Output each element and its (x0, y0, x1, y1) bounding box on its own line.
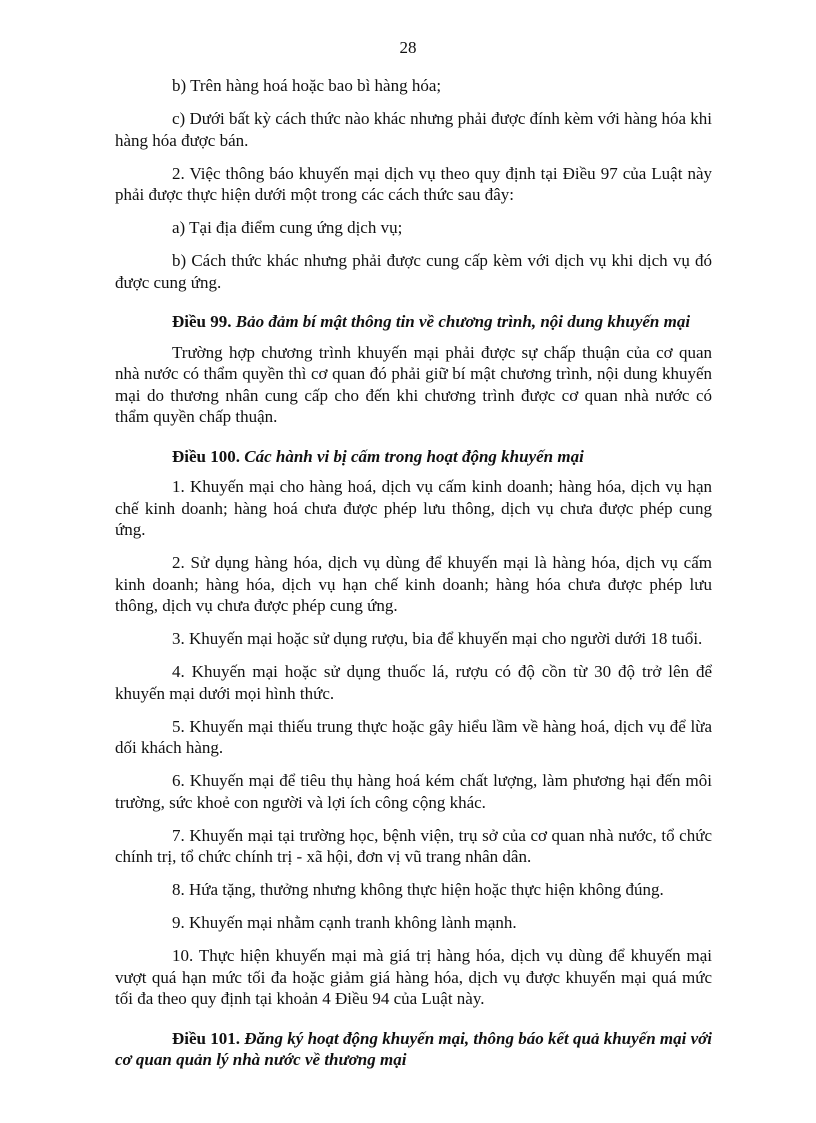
paragraph: 10. Thực hiện khuyến mại mà giá trị hàng hóa, dịch vụ dùng để khuyến mại vượt quá hạn mức tối đa hoặc giảm giá hàng hóa, dịch vụ được khuyến mại quá mức tối đa theo quy định tại khoản 4 Điều 94 của Luật này. (115, 946, 712, 1008)
article-heading-100 (115, 446, 712, 468)
paragraph: b) Cách thức khác nhưng phải được cung cấp kèm với dịch vụ khi dịch vụ đó được cung ứng. (115, 251, 712, 292)
article-title: Bảo đảm bí mật thông tin về chương trình, nội dung khuyến mại (235, 312, 691, 331)
paragraph: 2. Sử dụng hàng hóa, dịch vụ dùng để khuyến mại là hàng hóa, dịch vụ cấm kinh doanh; hàng hóa, dịch vụ hạn chế kinh doanh; hàng hóa chưa được phép lưu thông, dịch vụ chưa được phép cung ứng. (115, 553, 712, 615)
article-heading-99 (115, 311, 712, 333)
paragraph: 9. Khuyến mại nhằm cạnh tranh không lành mạnh. (172, 913, 517, 932)
paragraph: 8. Hứa tặng, thưởng nhưng không thực hiện hoặc thực hiện không đúng. (172, 880, 664, 899)
article-title: Các hành vi bị cấm trong hoạt động khuyến mại (244, 446, 584, 466)
paragraph: b) Trên hàng hoá hoặc bao bì hàng hóa; (172, 76, 442, 95)
article-number: Điều 101. (172, 1028, 241, 1048)
page-number: 28 (399, 38, 417, 57)
article-heading-101 (115, 1028, 712, 1071)
article-title: Đăng ký hoạt động khuyến mại, thông báo kết quả khuyến mại với cơ quan quản lý nhà nước về thương mại (115, 1028, 713, 1069)
paragraph: 6. Khuyến mại để tiêu thụ hàng hoá kém chất lượng, làm phương hại đến môi trường, sức khoẻ con người và lợi ích công cộng khác. (115, 771, 712, 812)
paragraph: Trường hợp chương trình khuyến mại phải được sự chấp thuận của cơ quan nhà nước có thẩm quyền thì cơ quan đó phải giữ bí mật chương trình, nội dung khuyến mại do thương nhân cung cấp cho đến khi chương trình được cơ quan nhà nước có thẩm quyền chấp thuận. (115, 342, 712, 426)
article-number: Điều 100. (172, 446, 240, 466)
paragraph: 2. Việc thông báo khuyến mại dịch vụ theo quy định tại Điều 97 của Luật này phải được thực hiện dưới một trong các cách thức sau đây: (115, 163, 712, 204)
paragraph: 1. Khuyến mại cho hàng hoá, dịch vụ cấm kinh doanh; hàng hóa, dịch vụ hạn chế kinh doanh; hàng hoá chưa được phép lưu thông, dịch vụ chưa được phép cung ứng. (115, 477, 712, 539)
document-body (115, 75, 712, 1080)
paragraph: 7. Khuyến mại tại trường học, bệnh viện, trụ sở của cơ quan nhà nước, tổ chức chính trị, tổ chức chính trị - xã hội, đơn vị vũ trang nhân dân. (115, 825, 712, 866)
paragraph: c) Dưới bất kỳ cách thức nào khác nhưng phải được đính kèm với hàng hóa khi hàng hóa được bán. (115, 109, 712, 150)
article-number: Điều 99. (172, 312, 232, 331)
paragraph: 5. Khuyến mại thiếu trung thực hoặc gây hiểu lầm về hàng hoá, dịch vụ để lừa dối khách hàng. (115, 716, 712, 757)
paragraph: a) Tại địa điểm cung ứng dịch vụ; (172, 218, 403, 237)
paragraph: 3. Khuyến mại hoặc sử dụng rượu, bia để khuyến mại cho người dưới 18 tuổi. (172, 629, 703, 648)
paragraph: 4. Khuyến mại hoặc sử dụng thuốc lá, rượu có độ cồn từ 30 độ trở lên để khuyến mại dưới mọi hình thức. (115, 662, 712, 703)
